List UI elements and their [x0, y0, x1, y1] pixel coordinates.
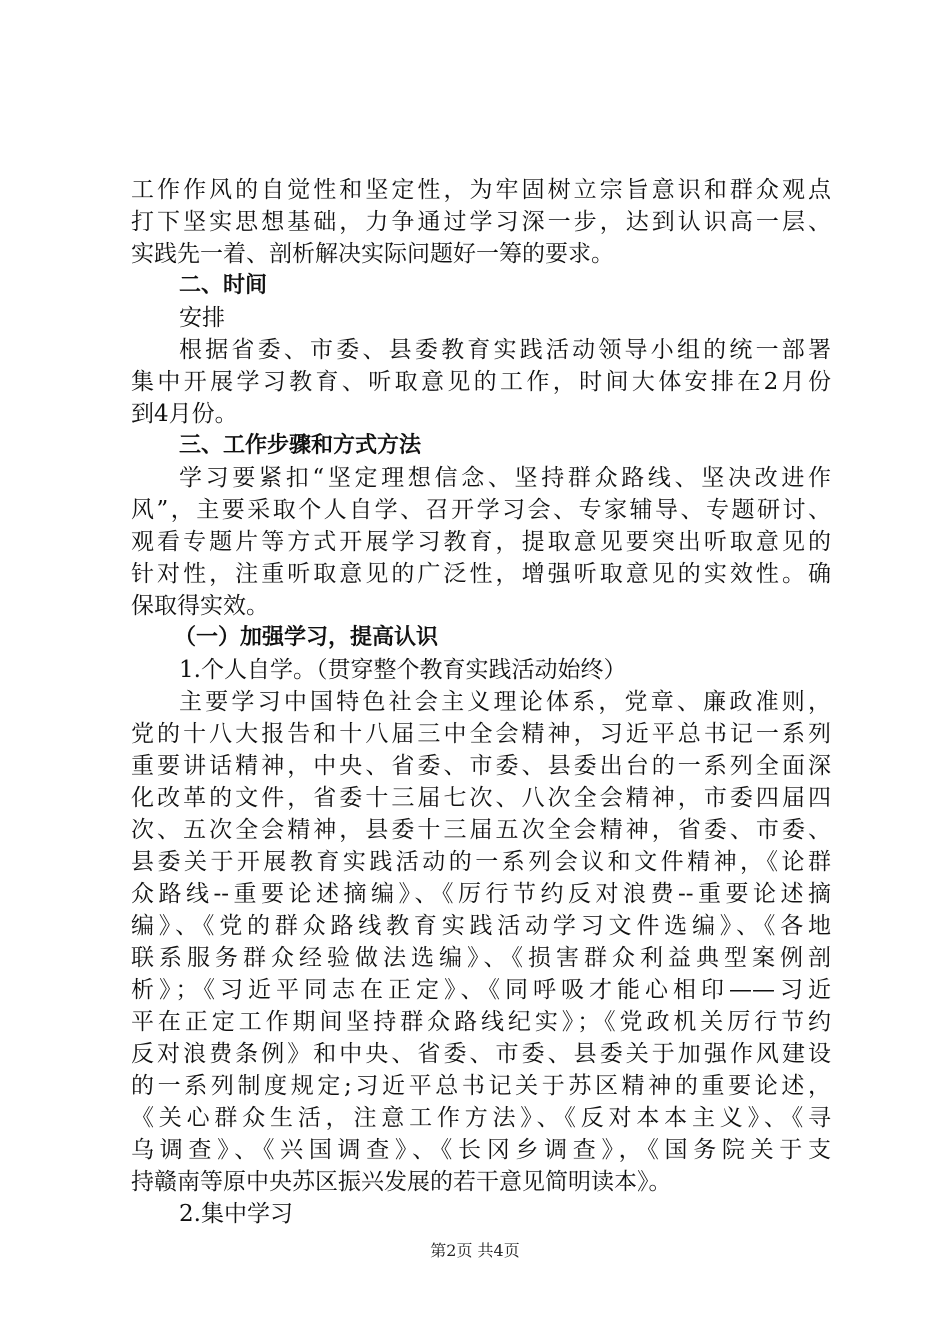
- text-line: 保取得实效。: [131, 593, 269, 619]
- text-line: 集中开展学习教育、听取意见的工作，时间大体安排在2月份: [131, 369, 831, 395]
- text-line: 重要讲话精神，中央、省委、市委、县委出台的一系列全面深: [131, 753, 831, 779]
- text-line: 根据省委、市委、县委教育实践活动领导小组的统一部署: [179, 337, 831, 363]
- section-heading: 三、工作步骤和方式方法: [179, 433, 422, 458]
- text-line: 风”，主要采取个人自学、召开学习会、专家辅导、专题研讨、: [131, 497, 831, 523]
- text-line: 联系服务群众经验做法选编》、《损害群众利益典型案例剖: [131, 945, 831, 971]
- text-line: 的一系列制度规定;习近平总书记关于苏区精神的重要论述，: [131, 1073, 831, 1099]
- text-line: 2.集中学习: [179, 1201, 293, 1227]
- text-line: 《关心群众生活，注意工作方法》、《反对本本主义》、《寻: [131, 1105, 831, 1131]
- text-line: 到4月份。: [131, 401, 238, 427]
- text-line: 1.个人自学。（贯穿整个教育实践活动始终）: [179, 657, 627, 683]
- text-line: 党的十八大报告和十八届三中全会精神，习近平总书记一系列: [131, 721, 831, 747]
- text-line: 化改革的文件，省委十三届七次、八次全会精神，市委四届四: [131, 785, 831, 811]
- text-line: 反对浪费条例》和中央、省委、市委、县委关于加强作风建设: [131, 1041, 831, 1067]
- text-line: 县委关于开展教育实践活动的一系列会议和文件精神，《论群: [131, 849, 831, 875]
- text-line: 针对性，注重听取意见的广泛性，增强听取意见的实效性。确: [131, 561, 831, 587]
- text-line: 持赣南等原中央苏区振兴发展的若干意见简明读本》。: [131, 1169, 672, 1195]
- text-line: 平在正定工作期间坚持群众路线纪实》；《党政机关厉行节约: [131, 1009, 831, 1035]
- text-line: 实践先一着、剖析解决实际问题好一筹的要求。: [131, 241, 614, 267]
- section-heading: 二、时间: [179, 273, 268, 298]
- text-line: 析》；《习近平同志在正定》、《同呼吸才能心相印——习近: [131, 977, 831, 1003]
- text-line: 观看专题片等方式开展学习教育，提取意见要突出听取意见的: [131, 529, 831, 555]
- page-footer: 第2页 共4页: [430, 1241, 520, 1260]
- text-line: 工作作风的自觉性和坚定性，为牢固树立宗旨意识和群众观点: [131, 177, 831, 203]
- text-line: 学习要紧扣“坚定理想信念、坚持群众路线、坚决改进作: [179, 465, 831, 491]
- text-line: 主要学习中国特色社会主义理论体系，党章、廉政准则，: [179, 689, 831, 715]
- text-line: 编》、《党的群众路线教育实践活动学习文件选编》、《各地: [131, 913, 831, 939]
- text-line: 安排: [179, 305, 225, 331]
- text-line: 众路线--重要论述摘编》、《厉行节约反对浪费--重要论述摘: [131, 881, 831, 907]
- section-heading: （一）加强学习，提高认识: [174, 625, 439, 650]
- text-line: 乌调查》、《兴国调查》、《长冈乡调查》，《国务院关于支: [131, 1137, 831, 1163]
- text-line: 打下坚实思想基础，力争通过学习深一步，达到认识高一层、: [131, 209, 831, 235]
- document-body: [131, 174, 831, 1230]
- text-line: 次、五次全会精神，县委十三届五次全会精神，省委、市委、: [131, 817, 831, 843]
